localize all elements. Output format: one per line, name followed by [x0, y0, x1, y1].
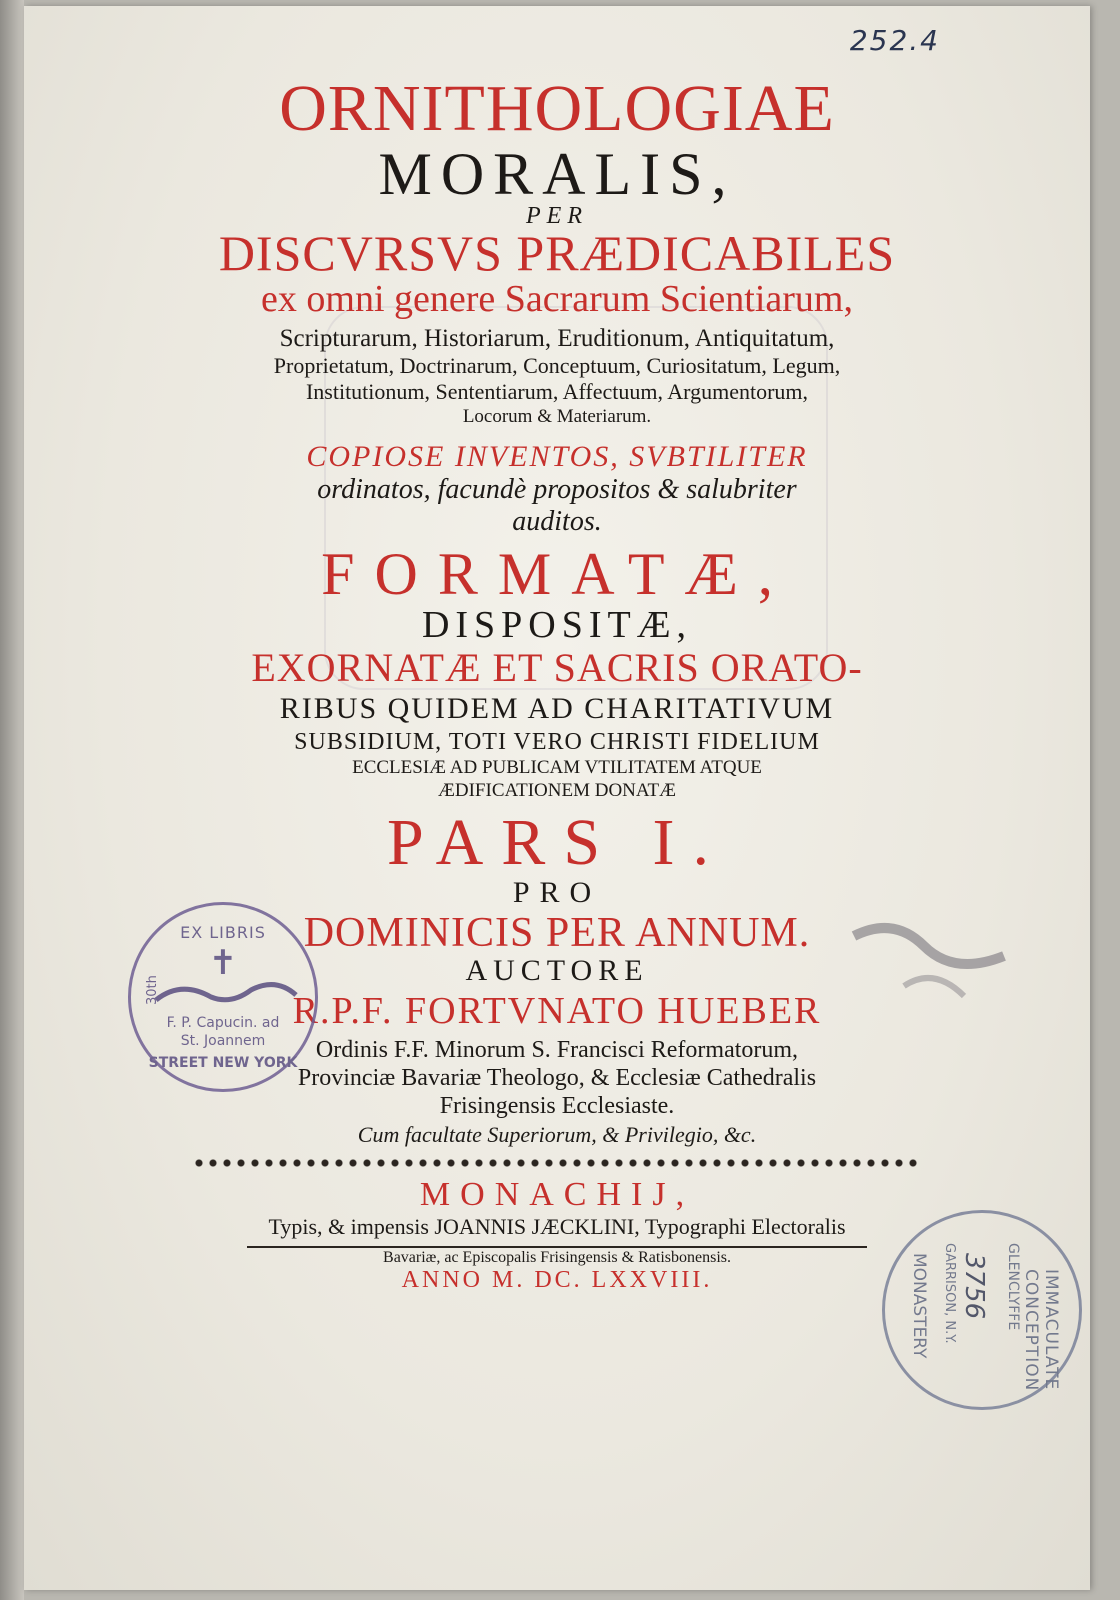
title-line-18: ECCLESIÆ AD PUBLICAM VTILITATEM ATQUE: [352, 757, 762, 778]
title-line-22: DOMINICIS PER ANNUM.: [303, 910, 811, 956]
title-line-6: Scripturarum, Historiarum, Eruditionum, Antiquitatum,: [279, 325, 835, 352]
title-line-25: Ordinis F.F. Minorum S. Francisci Reformatorum,: [315, 1037, 799, 1063]
book-binding-edge: [0, 0, 24, 1600]
stamp-side-text: 30th: [145, 975, 160, 1005]
stamp-line-1: F. P. Capucin. ad: [166, 1015, 280, 1031]
stamp-number: 3756: [959, 1253, 989, 1320]
title-line-31: Typis, & impensis JOANNIS JÆCKLINI, Typographi Electoralis: [268, 1214, 846, 1239]
title-line-9: Locorum & Materiarum.: [462, 406, 652, 427]
title-text-block: [24, 72, 1090, 1293]
stamp-outer-text-2: MONASTERY: [909, 1253, 929, 1359]
title-line-27: Frisingensis Ecclesiaste.: [439, 1093, 675, 1119]
title-line-30: MONACHIJ,: [419, 1176, 695, 1213]
title-line-33: ANNO M. DC. LXXVIII.: [401, 1267, 713, 1293]
divider-rule: [247, 1246, 867, 1248]
title-line-16: RIBUS QUIDEM AD CHARITATIVUM: [279, 692, 835, 725]
clouds-icon: [151, 975, 301, 1015]
stamp-outer-text: IMMACULATE CONCEPTION: [1021, 1268, 1061, 1392]
title-line-19: ÆDIFICATIONEM DONATÆ: [437, 780, 677, 801]
title-line-8: Institutionum, Sententiarum, Affectuum, Argumentorum,: [305, 379, 809, 404]
stamp-bottom-text: STREET NEW YORK: [148, 1055, 298, 1071]
title-line-11: ordinatos, facundè propositos & salubriter: [317, 474, 797, 505]
title-line-4: DISCVRSVS PRÆDICABILES: [218, 225, 896, 281]
ex-libris-stamp: [128, 902, 318, 1092]
title-line-3: PER: [526, 203, 588, 229]
stamp-inner-text-1: GLENCLYFFE: [1005, 1243, 1021, 1331]
title-line-14: DISPOSITÆ,: [421, 604, 693, 646]
stamp-ex-libris-text: EX LIBRIS: [180, 923, 266, 942]
title-line-17: SUBSIDIUM, TOTI VERO CHRISTI FIDELIUM: [294, 729, 820, 755]
title-line-10: COPIOSE INVENTOS, SVBTILITER: [306, 440, 808, 473]
title-line-28: Cum facultate Superiorum, & Privilegio, &c.: [357, 1122, 757, 1147]
title-line-26: Provinciæ Bavariæ Theologo, & Ecclesiæ Cathedralis: [297, 1065, 817, 1091]
title-line-7: Proprietatum, Doctrinarum, Conceptuum, Curiositatum, Legum,: [273, 353, 841, 378]
title-line-24: R.P.F. FORTVNATO HUEBER: [292, 990, 822, 1032]
title-line-13: FORMATÆ,: [321, 541, 793, 607]
title-line-12: auditos.: [512, 506, 602, 537]
title-page: [24, 6, 1090, 1590]
title-line-1: ORNITHOLOGIAE: [279, 72, 835, 145]
stamp-inner-text-2: GARRISON, N.Y.: [942, 1243, 957, 1344]
cross-icon: ✝: [208, 943, 238, 983]
title-line-15: EXORNATÆ ET SACRIS ORATO-: [251, 645, 863, 690]
title-line-2: MORALIS,: [378, 141, 736, 207]
title-line-21: PRO: [512, 876, 602, 909]
faded-bird-stamp-icon: [844, 906, 1014, 1026]
title-line-23: AUCTORE: [465, 954, 649, 987]
title-line-20: PARS I.: [386, 806, 728, 879]
printers-ornament-rule: [192, 1156, 922, 1170]
stamp-line-2: St. Joannem: [180, 1033, 266, 1049]
title-line-5: ex omni genere Sacrarum Scientiarum,: [261, 278, 853, 320]
title-line-32: Bavariæ, ac Episcopalis Frisingensis & Ratisbonensis.: [383, 1249, 731, 1266]
monastery-stamp: [882, 1210, 1082, 1410]
handwritten-shelfmark: 252.4: [849, 24, 940, 57]
